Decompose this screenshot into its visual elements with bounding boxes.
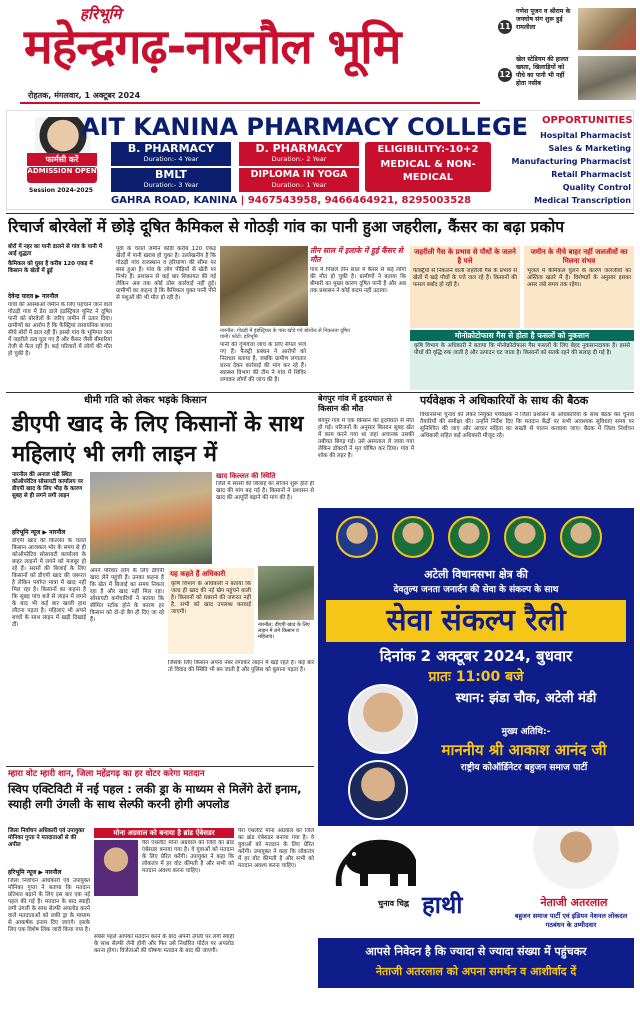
lead-photo-caption: नारनौल: गोठड़ी में इंडस्ट्रियल के पास खोदे गये बोरवेल से निकलता दूषित पानी। फोटो: हरिभूमि xyxy=(220,328,350,340)
brief-2-photo xyxy=(578,56,636,100)
vote-body: जिला निर्वाचन अधिकारी एवं उपायुक्त मोनिका गुप्ता ने बताया कि मतदान प्रतिशत बढ़ाने के लिए इस बार एक नई पहल की गई है। मतदान के बाद स्याही लगी उंगली के साथ सेल्फी अपलोड करने वाले मतदाताओं को लकी ड्रा के माध्यम से आकर्षक इनाम दिए जाएंगे। इसके लिए एक विशेष लिंक जारी किया गया है। xyxy=(8,878,90,933)
rally-date: दिनांक 2 अक्टूबर 2024, बुधवार xyxy=(379,647,573,665)
dap-byline: हरिभूमि न्यूज ▶ नारनौल xyxy=(12,529,66,536)
cancer-deaths-text: गांव में पिछले तीन साल में कैंसर से कई लोगों की मौत हो चुकी है। ग्रामीणों ने बताया कि बीमारी का मुख्य कारण दूषित पानी है और अब तक प्रशासन ने कोई कदम नहीं उठाया। xyxy=(310,267,406,294)
rally-ad[interactable] xyxy=(318,508,634,988)
course-yoga-duration: Duration:- 1 Year xyxy=(271,181,327,189)
lead-body-col3: पानी की गुणवत्ता जांच के लिए सैंपल भेजे गए हैं। फैक्ट्री प्रबंधन ने आरोपों को निराधार बताया है, जबकि ग्रामीण लगातार धरना देकर कार्रवाई की मांग कर रहे हैं। स्वास्थ्य विभाग की टीम ने गांव में शिविर लगाकर लोगों की जांच की है। xyxy=(220,342,306,383)
rally-time: प्रातः 11:00 बजे xyxy=(428,669,524,685)
lead-byline: देवेन्द्र यादव ▶ नारनौल xyxy=(8,293,59,300)
opportunity-item: Medical Transcription xyxy=(534,196,631,205)
leader-portrait xyxy=(392,516,434,558)
toxic-gas-text: फैक्ट्रियों से निकलने वाली जहरीली गैस के प्रभाव से खेतों में खड़े पौधों के पत्ते जल रहे हैं। किसानों की फसल बर्बाद हो रही है। xyxy=(413,268,517,288)
cancer-deaths-title: तीन साल में इलाके में हुई कैंसर से मौत xyxy=(310,246,403,264)
brief-1[interactable] xyxy=(498,6,638,52)
leader-portraits xyxy=(318,512,634,562)
vote-byline: हरिभूमि न्यूज ▶ नारनौल xyxy=(8,869,62,876)
college-title: AIT KANINA PHARMACY COLLEGE xyxy=(81,113,529,141)
opportunities-title: OPPORTUNITIES xyxy=(542,115,633,126)
leader-portrait xyxy=(448,516,490,558)
leader-portrait xyxy=(336,516,378,558)
dap-headline[interactable]: डीएपी खाद के लिए किसानों के साथ महिलाएं भी लगी लाइन में xyxy=(12,412,304,467)
course-bmlt xyxy=(111,168,231,192)
opportunity-item: Quality Control xyxy=(562,183,631,192)
symbol-name: हाथी xyxy=(422,891,463,919)
college-phones: 9467543958, 9466464921, 8295003528 xyxy=(247,195,472,206)
opportunity-item: Hospital Pharmacist xyxy=(540,131,631,140)
vote-kicker: म्हारा वोट म्हारी शान, जिला महेंद्रगढ़ का हर वोटर करेगा मतदान xyxy=(8,769,205,779)
candidate-role: बहुजन समाज पार्टी एवं इंडियन नेशनल लोकदल गठबंधन के उम्मीदवार xyxy=(514,912,628,929)
leader-portrait xyxy=(504,516,546,558)
lead-bullet-1: बोरों में नहर का पानी डालने से गांव के पानी में आई शुद्धता xyxy=(8,244,103,257)
course-b-pharmacy-duration: Duration:- 4 Year xyxy=(143,155,199,163)
lead-top-rule xyxy=(6,213,634,214)
dap-bottom-text: जिसके लिए किसान अपना नंबर लगाकर लाइन में खड़े रहते हैं। कई बार तो विवाद की स्थिति भी बन जाती है और पुलिस को बुलाना पड़ता है। xyxy=(168,660,314,673)
course-bmlt-label: BMLT xyxy=(154,168,188,181)
chief-guest-portrait xyxy=(348,760,408,820)
rally-appeal: आपसे निवेदन है कि ज्यादा से ज्यादा संख्या में पहुंचकर xyxy=(365,945,587,958)
course-yoga xyxy=(239,168,359,192)
vote-body-4: पैरा एथलीट मोना अग्रवाल को जिले का ब्रांड एंबेसडर बनाया गया है। वे युवाओं को मतदान के लिए प्रेरित करेंगी। उपायुक्त ने कहा कि लोकतंत्र में हर वोट कीमती है और सभी को मतदान अवश्य करना चाहिए। xyxy=(238,828,314,869)
brief-1-number: 11 xyxy=(498,20,512,34)
rally-intro-2: देवतुल्य जनता जनार्दन की सेवा के संकल्प के साथ xyxy=(393,585,559,595)
vote-top-rule xyxy=(6,766,314,767)
begpur-kicker[interactable]: बेगपुर गांव में हृदयघात से किसान की मौत xyxy=(318,394,392,413)
brand-ambassador-title: मोना अग्रवाल को बनाया है ब्रांड ऐंबेसडर xyxy=(94,828,234,838)
lead-headline[interactable]: रिचार्ज बोरवेलों में छोड़े दूषित कैमिकल से गोठड़ी गांव का पानी हुआ जहरीला, कैंसर का बढ़ा प्रकोप xyxy=(8,218,565,236)
dap-photo-2 xyxy=(258,566,314,620)
dap-photo xyxy=(90,472,212,564)
vote-body-3: सबसे पहले आपको मतदान करने के बाद अपनी उंगली पर लगी स्याही के साथ सेल्फी लेनी होगी और फिर उसे निर्धारित पोर्टल पर अपलोड करना होगा। विजेताओं की घोषणा मतदान के बाद की जाएगी। xyxy=(94,934,234,954)
course-b-pharmacy xyxy=(111,142,231,166)
course-bmlt-duration: Duration:- 3 Year xyxy=(143,181,199,189)
brief-2-text: खेल स्टेडियम की हालत खस्ता, खिलाड़ियों को पौधे का पानी भी नहीं होता नसीब xyxy=(516,56,569,87)
vote-headline[interactable]: स्विप एक्टिविटी में नई पहल : लकी ड्रा के माध्यम से मिलेंगे ढेरों इनाम, स्याही लगी उंगली के साथ सेल्फी करनी होगी अपलोड xyxy=(8,782,302,811)
dap-kicker: धीमी गति को लेकर भड़के किसान xyxy=(84,395,207,406)
opportunity-item: Sales & Marketing xyxy=(548,144,631,153)
eligibility-streams: MEDICAL & NON-MEDICAL xyxy=(380,159,476,183)
lead-bottom-rule xyxy=(6,392,634,393)
official-quote-box xyxy=(168,568,254,654)
elephant-icon xyxy=(328,834,428,896)
admission-badge: ADMISSION OPEN xyxy=(27,167,97,183)
symbol-label: चुनाव चिह्न xyxy=(378,899,409,908)
begpur-body: बेगपुर गांव में एक किसान की हृदयघात से मौत हो गई। परिजनों के अनुसार किसान सुबह खेत में काम करने गया था जहां अचानक उसकी तबीयत बिगड़ गई। उसे अस्पताल ले जाया गया लेकिन डॉक्टरों ने मृत घोषित कर दिया। गांव में शोक की लहर है। xyxy=(318,418,414,459)
leader-portrait xyxy=(560,516,602,558)
groundwater-title: जमीन के नीचे बाहर नहीं जलजीवों का मिलना संभव xyxy=(530,248,628,265)
rally-appeal-2: नेताजी अतरलाल को अपना समर्थन व आशीर्वाद दें xyxy=(375,965,577,978)
lead-body-col2: पूर्वा के चलते जमीन कोंडी करीब 120 एकड़ खेतों में पानी खराब हो चुका है। उल्लेखनीय है कि गोठड़ी गांव राजस्थान व हरियाणा की सीमा पर बसा हुआ है। गांव के लोग पीढ़ियों से खेती पर निर्भर हैं। प्रशासन से कई बार शिकायत की गई लेकिन अब तक कोई ठोस कार्रवाई नहीं हुई। ग्रामीणों का कहना है कि कैमिकल युक्त पानी पीने से पशुओं की भी मौत हो रही है। xyxy=(116,246,216,301)
groundwater-box xyxy=(524,246,634,328)
opportunities-list xyxy=(499,129,631,207)
course-d-pharmacy-duration: Duration:- 2 Year xyxy=(271,155,327,163)
phone-separator: | xyxy=(237,195,248,206)
masthead-rule xyxy=(20,102,480,104)
dap-body: डीएपी खाद की किल्लत के चलते किसान आजकल भोर के समय से ही कोऑपरेटिव सोसायटी कार्यालय के बाहर लाइनों में लगने को मजबूर हो रहे हैं। सरसों की बिजाई के लिए किसानों को डीएपी खाद की जरूरत है लेकिन पर्याप्त मात्रा में खाद नहीं मिल रहा है। किसानों का कहना है कि सुबह पांच बजे से लाइन में लगने के बाद भी कई बार खाली हाथ लौटना पड़ता है। महिलाएं भी अपने बच्चों के साथ लाइन में खड़ी दिखाई दीं। xyxy=(12,538,86,628)
brief-1-text: गणेश पूजन व श्रीराम के जयघोष संग शुरू हुई रामलीला xyxy=(516,8,571,31)
opportunity-item: Retail Pharmacist xyxy=(551,170,631,179)
monocrotophos-box xyxy=(410,330,634,390)
dateline: रोहतक, मंगलवार, 1 अक्टूबर 2024 xyxy=(28,91,141,100)
dap-side-title: खाद किल्लत की स्थिति xyxy=(216,472,276,480)
rally-intro: अटेली विधानसभा क्षेत्र की xyxy=(424,568,528,581)
candidate-portrait xyxy=(526,826,626,896)
eligibility-label: ELIGIBILITY:-10+2 xyxy=(377,144,479,155)
brand-name: हरिभूमि xyxy=(80,5,122,23)
chief-guest-role: राष्ट्रीय कोऑर्डिनेटर बहुजन समाज पार्टी xyxy=(460,763,588,773)
lead-photo xyxy=(220,246,308,326)
toxic-gas-title: जहरीली गैस के प्रभाव से पौधों के जलने है पत्ते xyxy=(414,248,516,265)
session-text: Session 2024-2025 xyxy=(29,187,93,194)
symbol-panel xyxy=(318,826,634,938)
observers-body: विधानसभा चुनाव को लेकर नियुक्त पर्यवेक्षक ने जिला प्रशासन के अधिकारियों के साथ बैठक कर चुनाव तैयारियों की समीक्षा की। उन्होंने निर्देश दिए कि मतदान केंद्रों पर सभी आवश्यक सुविधाएं समय पर सुनिश्चित की जाएं और आचार संहिता का सख्ती से पालन करवाया जाए। बैठक में जिला निर्वाचन अधिकारी सहित कई अधिकारी मौजूद रहे। xyxy=(420,412,634,439)
course-yoga-label: DIPLOMA IN YOGA xyxy=(250,169,348,180)
eligibility-box xyxy=(365,142,491,192)
brief-2[interactable] xyxy=(498,54,638,104)
toxic-gas-box xyxy=(410,246,520,328)
lead-body-col1: गांवों की आस्थाओं जमीन के लिए पहचाने जाने वाले गोठड़ी गांव में डेरा डाले इंडस्ट्रियल यूनिट ने दूषित पानी को बोरवेलों के जरिए जमीन में उतार दिया। ग्रामीणों का आरोप है कि फैक्ट्रियां रासायनिक कचरा सीधे बोरों में डाल रही हैं। इससे गांव के भूमिगत जल में जहरीले तत्व घुल गए हैं और कैंसर जैसी बीमारियां तेजी से फैल रही हैं। कई परिवारों में लोगों की मौत हो चुकी है। xyxy=(8,302,112,357)
rally-venue: स्थान: झंडा चौक, अटेली मंडी xyxy=(455,691,597,706)
rally-title: सेवा संकल्प रैली xyxy=(326,600,626,642)
college-ad[interactable] xyxy=(6,110,634,210)
dap-col2: अपने परिवार लोग के लिए डीएपी खाद लेने पहुंची हैं। उनका कहना है कि खेत में बिजाई का समय निकल रहा है और खाद नहीं मिल रहा। सोसायटी कर्मचारियों ने बताया कि सीमित स्टॉक होने के कारण हर किसान को दो-दो बैग ही दिए जा रहे हैं। xyxy=(90,568,164,623)
college-address-bar xyxy=(111,194,491,208)
chief-guest-name: माननीय श्री आकाश आनंद जी xyxy=(441,741,607,759)
mona-agarwal-photo xyxy=(94,840,138,896)
vote-bullet: जिला निर्वाचन अधिकारी एवं उपायुक्त मोनिका गुप्ता ने मतदाताओं से की अपील xyxy=(8,828,85,848)
candidate-name: नेताजी अतरलाल xyxy=(540,896,608,909)
dap-bullet: नारनौल की अनाज मंडी स्थित कोऑपरेटिव सोसायटी कार्यालय पर डीएपी खाद के लिए भीड़ के कारण सुबह से ही लगने लगी लाइन xyxy=(12,472,84,499)
course-b-pharmacy-label: B. PHARMACY xyxy=(127,142,215,155)
brief-2-number: 12 xyxy=(498,68,512,82)
dap-side xyxy=(216,472,314,558)
chief-guest-label: मुख्य अतिथि:- xyxy=(501,727,551,737)
vote-body-2: पैरा एथलीट मोना अग्रवाल को जिले का ब्रांड एंबेसडर बनाया गया है। वे युवाओं को मतदान के लिए प्रेरित करेंगी। उपायुक्त ने कहा कि लोकतंत्र में हर वोट कीमती है और सभी को मतदान अवश्य करना चाहिए। xyxy=(142,840,234,874)
brief-1-photo xyxy=(578,8,636,50)
groundwater-text: भूजल में कैमिकल घुलने के कारण जलजीवों का अस्तित्व खतरे में है। विशेषज्ञों के अनुसार इसका असर लंबे समय तक रहेगा। xyxy=(527,268,631,288)
masthead xyxy=(0,0,640,110)
official-quote-title: यह कहते हैं अधिकारी xyxy=(170,570,226,578)
monocrotophos-title: मोनोक्रोटोफास गैस से होता है फसलों को नुकसान xyxy=(410,330,634,341)
observers-headline[interactable]: पर्यवेक्षक ने अधिकारियों के साथ की बैठक xyxy=(420,394,589,407)
dap-side-text: जिले में सरसों की बिजाई का सीजन शुरू होते ही खाद की मांग बढ़ गई है। किसानों ने प्रशासन से खाद की आपूर्ति बढ़ाने की मांग की है। xyxy=(216,481,314,501)
opportunity-item: Manufacturing Pharmacist xyxy=(511,157,631,166)
official-quote-text: कृषि विभाग के अधिकारी ने बताया कि जल्द ही खाद की नई खेप पहुंचने वाली है। किसानों को घबराने की जरूरत नहीं है, सभी को खाद उपलब्ध करवाई जाएगी। xyxy=(171,581,251,615)
lead-bullets xyxy=(8,244,108,275)
course-d-pharmacy-label: D. PHARMACY xyxy=(255,142,343,155)
mayawati-portrait xyxy=(348,684,418,754)
forms-label: फार्मसी करें xyxy=(27,153,97,166)
monocrotophos-text: कृषि विभाग के अधिकारी ने बताया कि मोनोक्रोटोफास गैस फसलों के लिए बेहद नुकसानदायक है। इससे पौधों की वृद्धि रुक जाती है और उत्पादन घट जाता है। किसानों को सतर्क रहने की सलाह दी गई है। xyxy=(414,343,630,356)
cancer-deaths-box xyxy=(310,246,406,328)
course-d-pharmacy xyxy=(239,142,359,166)
page-title: महेन्द्रगढ़-नारनौल भूमि xyxy=(24,19,401,75)
college-address: GAHRA ROAD, KANINA xyxy=(111,195,238,206)
lead-bullet-2: कैमिकल को घुसा है करीब 120 एकड़ में किसान के खेतों में ढ्रूई xyxy=(8,261,93,274)
dap-caption: नारनौल: डीएपी खाद के लिए लाइन में लगे किसान व महिलाएं। xyxy=(258,622,310,640)
